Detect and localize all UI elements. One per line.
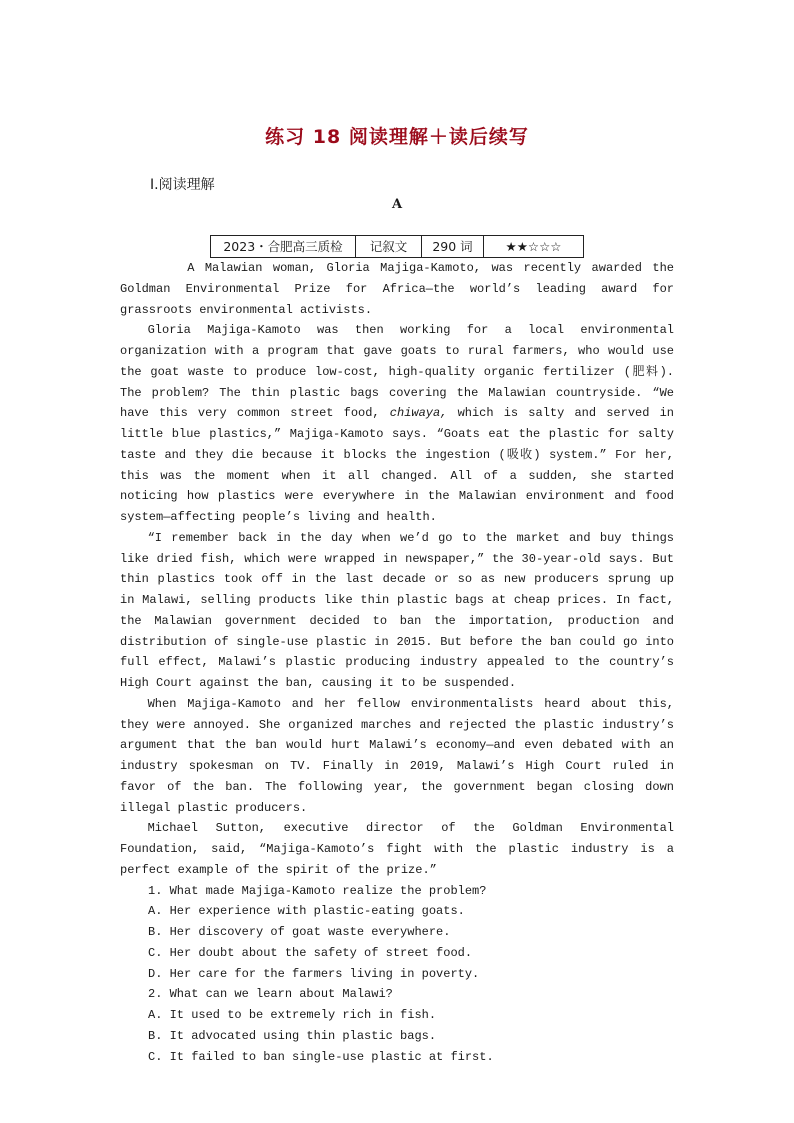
- question-1-stem: 1. What made Majiga-Kamoto realize the problem?: [148, 883, 487, 898]
- question-1-option-d: D. Her care for the farmers living in poverty.: [148, 966, 480, 981]
- paragraph-2: [120, 320, 674, 528]
- question-1-option-a: A. Her experience with plastic-eating goats.: [148, 904, 465, 919]
- question-2-option-c: C. It failed to ban single-use plastic at first.: [148, 1049, 494, 1064]
- info-genre: 记叙文: [356, 236, 422, 257]
- paragraph-4: When Majiga-Kamoto and her fellow environmentalists heard about this, they were annoyed. She organized marches and rejected the plastic industry’s argument that the ban would hurt Malawi’s economy—and even debated with an industry spokesman on TV. Finally in 2019, Malawi’s High Court ruled in favor of the ban. The following year, the government began closing down illegal plastic producers.: [120, 696, 674, 815]
- paragraph-2-part-a: Gloria Majiga-Kamoto was then working for a local environmental organization with a program that gave goats to rural farmers, who would use the goat waste to produce low-cost, high-quality organic fertilizer (肥料). The problem? The thin plastic bags covering the Malawian countryside. “We have this very common street food,: [120, 323, 674, 421]
- paragraph-2-part-b: which is salty and served in little blue plastics,” Majiga-Kamoto says. “Goats eat the plastic for salty taste and they die because it blocks the ingestion (吸收) system.” For her, this was the moment when it all changed. All of a sudden, she started noticing how plastics were everywhere in the Malawian environment and food system—affecting people’s living and health.: [120, 406, 674, 524]
- passage-label: A: [391, 197, 403, 212]
- passage-info-table: [210, 235, 584, 258]
- passage-body: [120, 258, 674, 1067]
- info-source: 2023・合肥高三质检: [211, 236, 356, 257]
- paragraph-5: Michael Sutton, executive director of the Goldman Environmental Foundation, said, “Majiga-Kamoto’s fight with the plastic industry is a perfect example of the spirit of the prize.”: [120, 821, 674, 877]
- paragraph-1: A Malawian woman, Gloria Majiga-Kamoto, was recently awarded the Goldman Environmental Prize for Africa—the world’s leading award for grassroots environmental activists.: [120, 261, 674, 317]
- paragraph-3: “I remember back in the day when we’d go to the market and buy things like dried fish, which were wrapped in newspaper,” the 30-year-old says. But thin plastics took off in the last decade or so as new producers sprung up in Malawi, selling products like thin plastic bags at cheap prices. In fact, the Malawian government decided to ban the importation, production and distribution of single-use plastic in 2015. But before the ban could go into full effect, Malawi’s plastic producing industry appealed to the country’s High Court against the ban, causing it to be suspended.: [120, 530, 674, 690]
- italic-term: chiwaya,: [389, 406, 448, 421]
- question-1-option-c: C. Her doubt about the safety of street food.: [148, 945, 473, 960]
- page-title: 练习 18 阅读理解＋读后续写: [265, 126, 529, 148]
- info-word-count: 290 词: [422, 236, 484, 257]
- info-difficulty-stars: ★★☆☆☆: [505, 239, 562, 254]
- section-heading: Ⅰ.阅读理解: [150, 177, 215, 193]
- question-2-option-a: A. It used to be extremely rich in fish.: [148, 1008, 437, 1022]
- question-2-stem: 2. What can we learn about Malawi?: [148, 987, 393, 1002]
- question-2-option-b: B. It advocated using thin plastic bags.: [148, 1028, 437, 1043]
- question-1-option-b: B. Her discovery of goat waste everywhere.: [148, 925, 451, 939]
